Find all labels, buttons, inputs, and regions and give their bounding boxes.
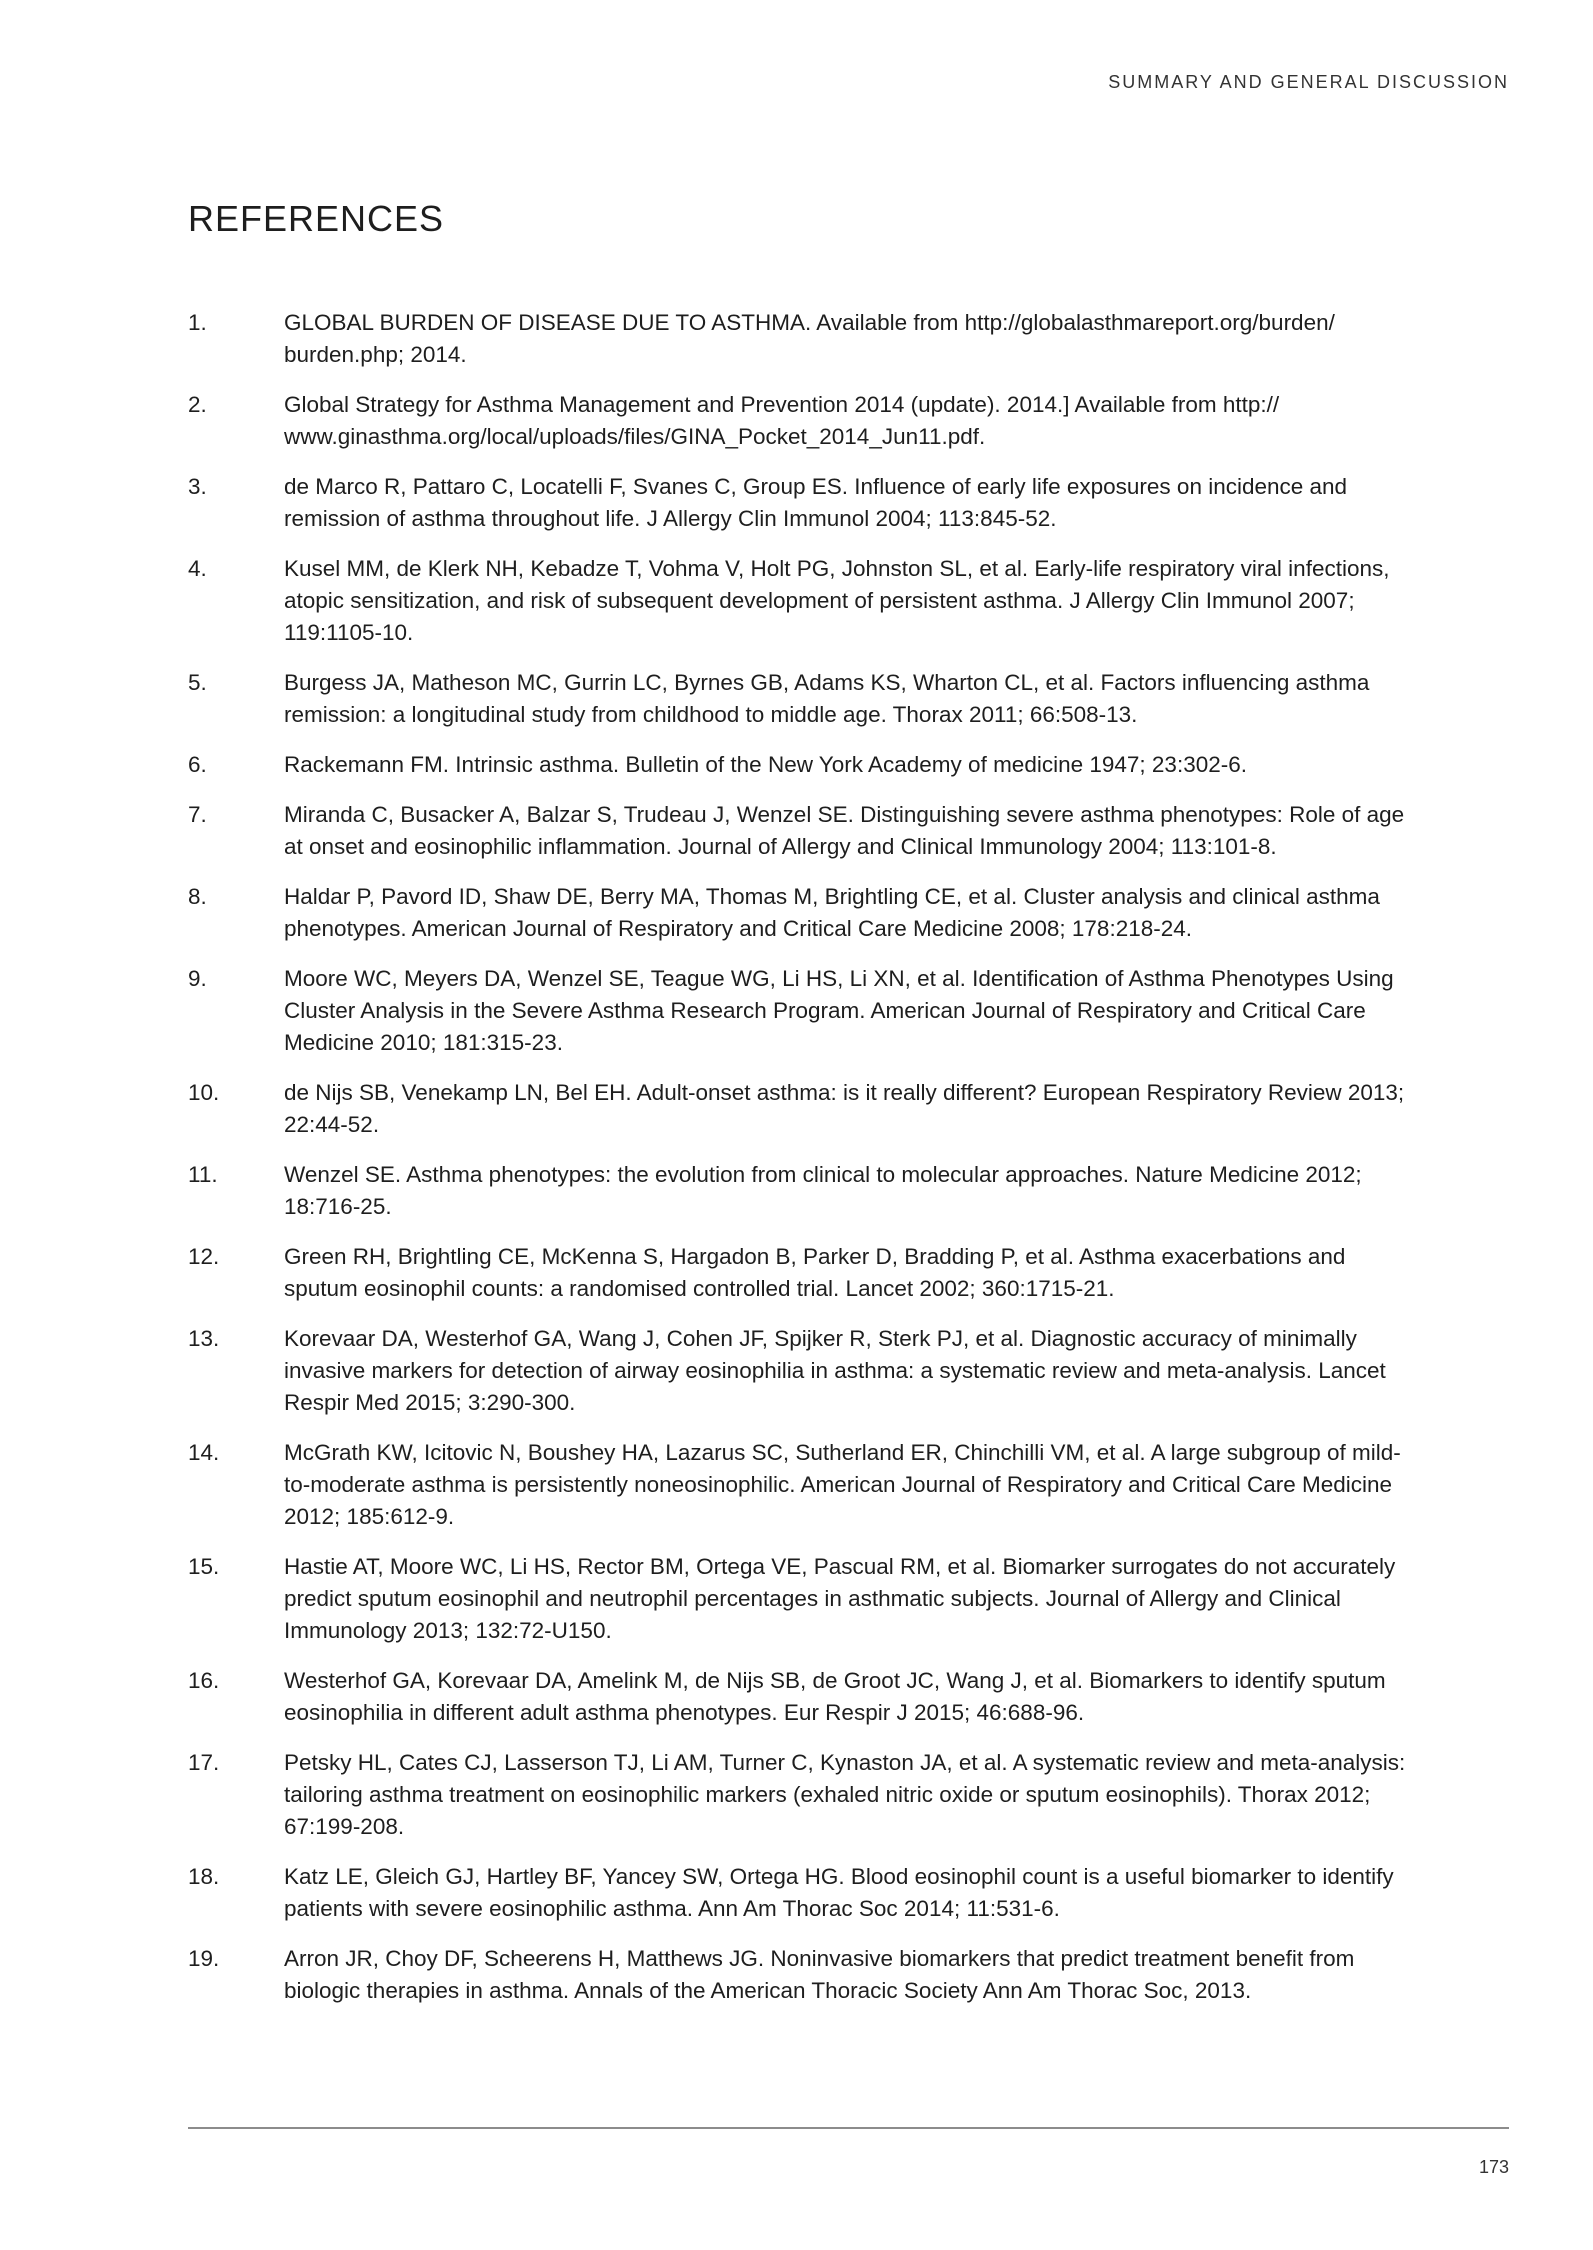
reference-item <box>188 1437 1414 1533</box>
reference-number: 16. <box>188 1668 220 1693</box>
reference-text: Moore WC, Meyers DA, Wenzel SE, Teague WG, Li HS, Li XN, et al. Identification of Asthma Phenotypes Using Cluster Analysis in the Severe Asthma Research Program. American Journal of Respiratory and Critical Care Medicine 2010; 181:315-23. <box>284 966 1394 1055</box>
reference-text: Haldar P, Pavord ID, Shaw DE, Berry MA, Thomas M, Brightling CE, et al. Cluster analysis and clinical asthma phenotypes. American Journal of Respiratory and Critical Care Medicine 2008; 178:218-24. <box>284 884 1380 941</box>
reference-item <box>188 963 1414 1059</box>
section-title: REFERENCES <box>188 198 445 239</box>
footer-divider <box>188 2127 1509 2129</box>
reference-text: Wenzel SE. Asthma phenotypes: the evolution from clinical to molecular approaches. Nature Medicine 2012; 18:716-25. <box>284 1162 1362 1219</box>
reference-list <box>188 307 1414 2025</box>
reference-text: Kusel MM, de Klerk NH, Kebadze T, Vohma V, Holt PG, Johnston SL, et al. Early-life respiratory viral infections, atopic sensitization, and risk of subsequent development of persistent asthma. J Allergy Clin Immunol 2007; 119:1105-10. <box>284 556 1390 645</box>
reference-item <box>188 1323 1414 1419</box>
reference-text: Green RH, Brightling CE, McKenna S, Hargadon B, Parker D, Bradding P, et al. Asthma exacerbations and sputum eosinophil counts: a randomised controlled trial. Lancet 2002; 360:1715-21. <box>284 1244 1346 1301</box>
reference-text: Westerhof GA, Korevaar DA, Amelink M, de Nijs SB, de Groot JC, Wang J, et al. Biomarkers to identify sputum eosinophilia in different adult asthma phenotypes. Eur Respir J 2015; 46:688-96. <box>284 1668 1386 1725</box>
reference-number: 9. <box>188 966 207 991</box>
reference-item <box>188 307 1414 371</box>
reference-text: Petsky HL, Cates CJ, Lasserson TJ, Li AM, Turner C, Kynaston JA, et al. A systematic review and meta-analysis: tailoring asthma treatment on eosinophilic markers (exhaled nitric oxide or sputum eosinophils). Thorax 2012; 67:199-208. <box>284 1750 1406 1839</box>
reference-item <box>188 471 1414 535</box>
reference-text: de Nijs SB, Venekamp LN, Bel EH. Adult-onset asthma: is it really different? European Respiratory Review 2013; 22:44-52. <box>284 1080 1405 1137</box>
reference-item <box>188 1241 1414 1305</box>
running-header: SUMMARY AND GENERAL DISCUSSION <box>1108 72 1509 92</box>
reference-item <box>188 667 1414 731</box>
reference-item <box>188 1159 1414 1223</box>
reference-item <box>188 1943 1414 2007</box>
reference-number: 19. <box>188 1946 220 1971</box>
page-number: 173 <box>1478 2157 1509 2177</box>
reference-number: 3. <box>188 474 207 499</box>
reference-number: 2. <box>188 392 207 417</box>
reference-number: 1. <box>188 310 207 335</box>
reference-item <box>188 1861 1414 1925</box>
reference-item <box>188 749 1414 781</box>
reference-item <box>188 799 1414 863</box>
reference-item <box>188 1665 1414 1729</box>
reference-text: Hastie AT, Moore WC, Li HS, Rector BM, Ortega VE, Pascual RM, et al. Biomarker surrogates do not accurately predict sputum eosinophil and neutrophil percentages in asthmatic subjects. Journal of Allergy and Clinical Immunology 2013; 132:72-U150. <box>284 1554 1396 1643</box>
reference-number: 11. <box>188 1162 218 1187</box>
reference-text: Burgess JA, Matheson MC, Gurrin LC, Byrnes GB, Adams KS, Wharton CL, et al. Factors influencing asthma remission: a longitudinal study from childhood to middle age. Thorax 2011; 66:508-13. <box>284 670 1370 727</box>
reference-number: 17. <box>188 1750 220 1775</box>
reference-item <box>188 1551 1414 1647</box>
reference-item <box>188 553 1414 649</box>
reference-number: 8. <box>188 884 207 909</box>
reference-item <box>188 1077 1414 1141</box>
reference-text: Katz LE, Gleich GJ, Hartley BF, Yancey SW, Ortega HG. Blood eosinophil count is a useful biomarker to identify patients with severe eosinophilic asthma. Ann Am Thorac Soc 2014; 11:531-6. <box>284 1864 1394 1921</box>
reference-text: Miranda C, Busacker A, Balzar S, Trudeau J, Wenzel SE. Distinguishing severe asthma phenotypes: Role of age at onset and eosinophilic inflammation. Journal of Allergy and Clinical Immunology 2004; 113:101-8. <box>284 802 1405 859</box>
reference-number: 4. <box>188 556 207 581</box>
reference-item <box>188 881 1414 945</box>
reference-text: Rackemann FM. Intrinsic asthma. Bulletin of the New York Academy of medicine 1947; 23:302-6. <box>284 752 1247 777</box>
reference-number: 13. <box>188 1326 220 1351</box>
reference-number: 7. <box>188 802 207 827</box>
reference-number: 15. <box>188 1554 220 1579</box>
reference-text: GLOBAL BURDEN OF DISEASE DUE TO ASTHMA. Available from http://globalasthmareport.org/burden/ burden.php; 2014. <box>284 310 1335 367</box>
reference-item <box>188 1747 1414 1843</box>
reference-text: Korevaar DA, Westerhof GA, Wang J, Cohen JF, Spijker R, Sterk PJ, et al. Diagnostic accuracy of minimally invasive markers for detection of airway eosinophilia in asthma: a systematic review and meta-analysis. Lancet Respir Med 2015; 3:290-300. <box>284 1326 1386 1415</box>
reference-text: McGrath KW, Icitovic N, Boushey HA, Lazarus SC, Sutherland ER, Chinchilli VM, et al. A large subgroup of mild-to-moderate asthma is persistently noneosinophilic. American Journal of Respiratory and Critical Care Medicine 2012; 185:612-9. <box>284 1440 1401 1529</box>
reference-text: Global Strategy for Asthma Management and Prevention 2014 (update). 2014.] Available from http:// www.ginasthma.org/local/uploads/files/GINA_Pocket_2014_Jun11.pdf. <box>284 392 1280 449</box>
reference-item <box>188 389 1414 453</box>
reference-number: 12. <box>188 1244 220 1269</box>
reference-number: 14. <box>188 1440 220 1465</box>
reference-text: de Marco R, Pattaro C, Locatelli F, Svanes C, Group ES. Influence of early life exposures on incidence and remission of asthma throughout life. J Allergy Clin Immunol 2004; 113:845-52. <box>284 474 1348 531</box>
reference-number: 5. <box>188 670 207 695</box>
reference-number: 6. <box>188 752 207 777</box>
reference-text: Arron JR, Choy DF, Scheerens H, Matthews JG. Noninvasive biomarkers that predict treatment benefit from biologic therapies in asthma. Annals of the American Thoracic Society Ann Am Thorac Soc, 2013. <box>284 1946 1355 2003</box>
reference-number: 18. <box>188 1864 220 1889</box>
reference-number: 10. <box>188 1080 220 1105</box>
